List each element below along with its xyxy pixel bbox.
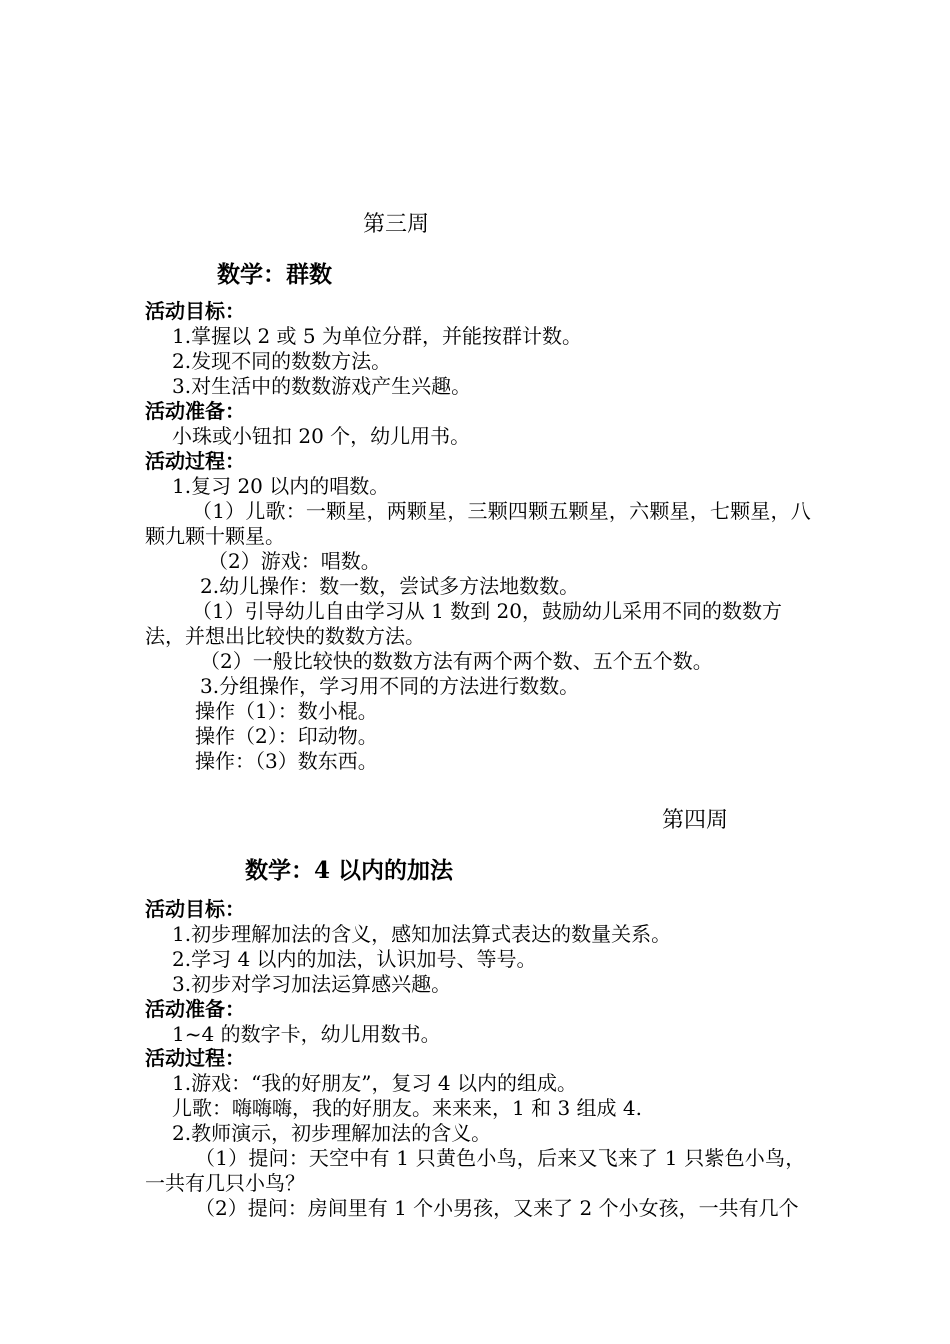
week4-goal-label: 活动目标： [145, 897, 245, 921]
week4-prep-label: 活动准备： [145, 997, 245, 1021]
week4-title: 数学：4 以内的加法 [245, 857, 454, 884]
week3-process-3: 颗九颗十颗星。 [145, 524, 285, 548]
week4-process-3: 2.教师演示，初步理解加法的含义。 [172, 1121, 492, 1145]
week3-process-5: 2.幼儿操作：数一数，尝试多方法地数数。 [200, 574, 580, 598]
week3-process-10: 操作（1）：数小棍。 [195, 699, 378, 723]
week3-heading: 第三周 [363, 212, 430, 237]
week3-process-12: 操作：（3）数东西。 [195, 749, 378, 773]
week3-process-label: 活动过程： [145, 449, 245, 473]
week4-prep: 1~4 的数字卡，幼儿用数书。 [172, 1022, 441, 1046]
week4-goal-2: 2.学习 4 以内的加法，认识加号、等号。 [172, 947, 537, 971]
week3-title: 数学：群数 [217, 261, 332, 288]
week3-prep: 小珠或小钮扣 20 个，幼儿用书。 [172, 424, 471, 448]
week3-goal-1: 1.掌握以 2 或 5 为单位分群，并能按群计数。 [172, 324, 582, 348]
week4-goal-3: 3.初步对学习加法运算感兴趣。 [172, 972, 452, 996]
week3-goal-2: 2.发现不同的数数方法。 [172, 349, 392, 373]
week4-heading: 第四周 [662, 808, 729, 833]
week3-process-6: （1）引导幼儿自由学习从 1 数到 20，鼓励幼儿采用不同的数数方 [192, 599, 782, 623]
week4-process-6: （2）提问：房间里有 1 个小男孩，又来了 2 个小女孩，一共有几个 [195, 1196, 799, 1220]
week4-process-1: 1.游戏：“我的好朋友”，复习 4 以内的组成。 [172, 1071, 577, 1095]
week3-prep-label: 活动准备： [145, 399, 245, 423]
week3-process-7: 法，并想出比较快的数数方法。 [145, 624, 425, 648]
week4-goal-1: 1.初步理解加法的含义，感知加法算式表达的数量关系。 [172, 922, 672, 946]
week4-process-4: （1）提问：天空中有 1 只黄色小鸟，后来又飞来了 1 只紫色小鸟， [195, 1146, 806, 1170]
week4-process-2: 儿歌：嗨嗨嗨，我的好朋友。来来来，1 和 3 组成 4. [172, 1096, 642, 1120]
week3-process-11: 操作（2）：印动物。 [195, 724, 378, 748]
week4-process-label: 活动过程： [145, 1046, 245, 1070]
week3-goal-3: 3.对生活中的数数游戏产生兴趣。 [172, 374, 472, 398]
week4-process-5: 一共有几只小鸟？ [145, 1171, 305, 1195]
week3-process-1: 1.复习 20 以内的唱数。 [172, 474, 390, 498]
week3-process-8: （2）一般比较快的数数方法有两个两个数、五个五个数。 [200, 649, 713, 673]
week3-goal-label: 活动目标： [145, 299, 245, 323]
week3-process-2: （1）儿歌：一颗星，两颗星，三颗四颗五颗星，六颗星，七颗星，八 [192, 499, 811, 523]
week3-process-4: （2）游戏：唱数。 [208, 549, 381, 573]
week3-process-9: 3.分组操作，学习用不同的方法进行数数。 [200, 674, 580, 698]
